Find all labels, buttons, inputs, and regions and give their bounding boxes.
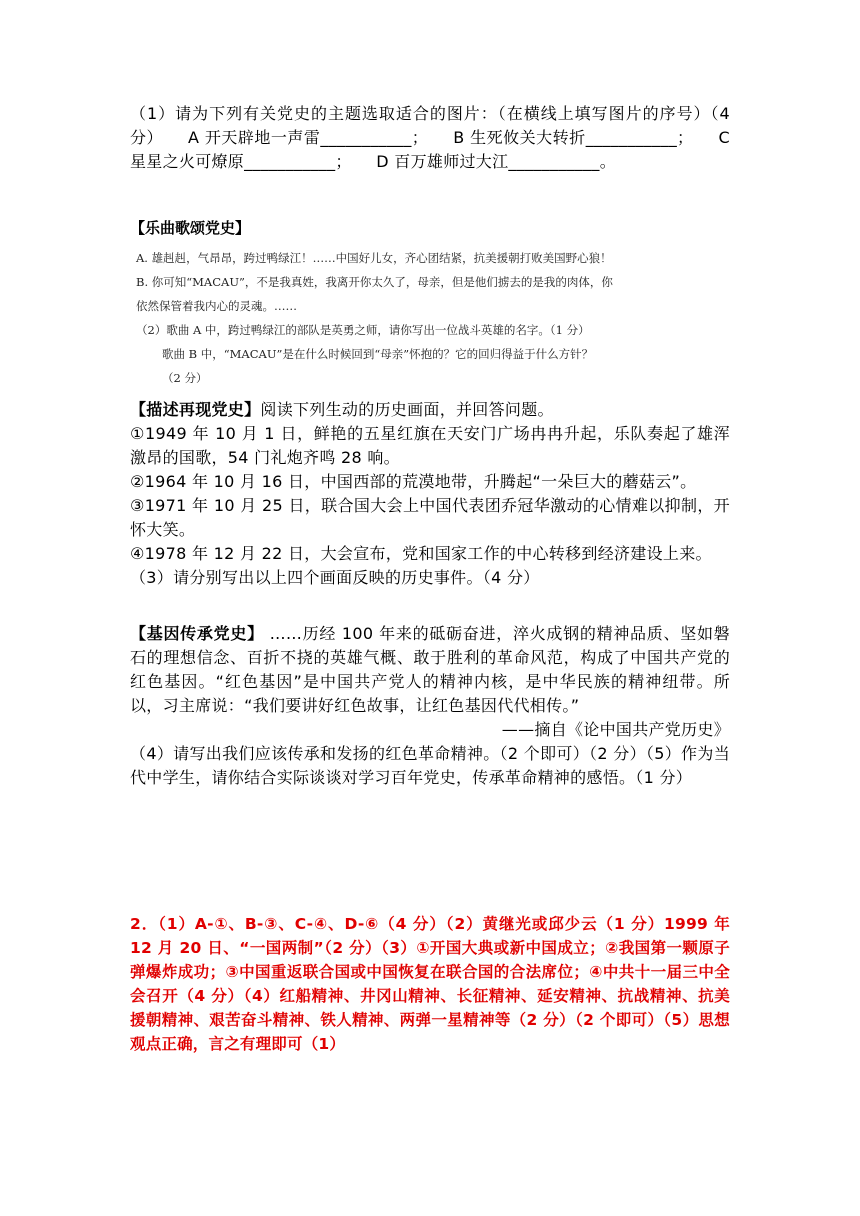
lyric-b-line-2: 依然保管着我内心的灵魂。…… [136,299,297,313]
question-2-line-1: （2）歌曲 A 中，跨过鸭绿江的部队是英勇之师，请你写出一位战斗英雄的名字。（1 分） [136,323,590,337]
describe-intro: 阅读下列生动的历史画面，并回答问题。 [260,400,554,419]
answer-text: 2．（1）A-①、B-③、C-④、D-⑥（4 分）（2）黄继光或邱少云（1 分）1999 年 12 月 20 日、“一国两制”（2 分）（3）①开国大典或新中国成立；②我国第一颗原子弹爆炸成功；③中国重返联合国或中国恢复在联合国的合法席位；④中共十一届三中全会召开（4 分）（4）红船精神、井冈山精神、长征精神、延安精神、抗战精神、抗美援朝精神、艰苦奋斗精神、铁人精神、两弹一星精神等（2 分）（2 个即可）（5）思想观点正确，言之有理即可（1） [130,915,730,1053]
section-gene [130,622,730,790]
history-item-2: ②1964 年 10 月 16 日，中国西部的荒漠地带，升腾起“一朵巨大的蘑菇云”。 [130,472,697,491]
section-describe [130,398,730,590]
history-item-1: ①1949 年 10 月 1 日，鲜艳的五星红旗在天安门广场冉冉升起，乐队奏起了雄浑激昂的国歌，54 门礼炮齐鸣 28 响。 [130,424,730,467]
answer-key [130,912,730,1056]
section-heading-describe: 【描述再现党史】 [130,400,261,419]
history-item-4: ④1978 年 12 月 22 日，大会宣布，党和国家工作的中心转移到经济建设上来。 [130,544,712,563]
gene-source: ——摘自《论中国共产党历史》 [501,720,730,739]
gene-body: ……历经 100 年来的砥砺奋进，淬火成钢的精神品质、坚如磐石的理想信念、百折不挠的英雄气概、敢于胜利的革命风范，构成了中国共产党的红色基因。“红色基因”是中国共产党人的精神内核，是中华民族的精神纽带。所以，习主席说：“我们要讲好红色故事，让红色基因代代相传。” [130,624,730,715]
scanned-excerpt [136,246,716,390]
history-item-3: ③1971 年 10 月 25 日，联合国大会上中国代表团乔冠华激动的心情难以抑制，开怀大笑。 [130,496,730,539]
question-1 [130,102,730,174]
question-2-line-3: （2 分） [162,371,208,385]
lyric-a: A. 雄赳赳，气昂昂，跨过鸭绿江！……中国好儿女，齐心团结紧，抗美援朝打败美国野心狼！ [136,251,612,265]
question-2-line-2: 歌曲 B 中，“MACAU”是在什么时候回到“母亲”怀抱的？它的回归得益于什么方针？ [162,347,594,361]
section-heading-music: 【乐曲歌颂党史】 [130,219,251,237]
question-4-5: （4）请写出我们应该传承和发扬的红色革命精神。（2 个即可）（2 分）（5）作为当代中学生，请你结合实际谈谈对学习百年党史，传承革命精神的感悟。（1 分） [130,744,730,787]
section-heading-gene: 【基因传承党史】 [130,624,264,643]
question-3: （3）请分别写出以上四个画面反映的历史事件。（4 分） [130,568,540,587]
question-1-text: （1）请为下列有关党史的主题选取适合的图片：（在横线上填写图片的序号）（4 分） A 开天辟地一声雷___________； B 生死攸关大转折___________； C 星星之火可燎原___________； D 百万雄师过大江___________。 [130,104,730,171]
lyric-b-line-1: B. 你可知“MACAU”，不是我真姓，我离开你太久了，母亲，但是他们掳去的是我的肉体，你 [136,275,613,289]
